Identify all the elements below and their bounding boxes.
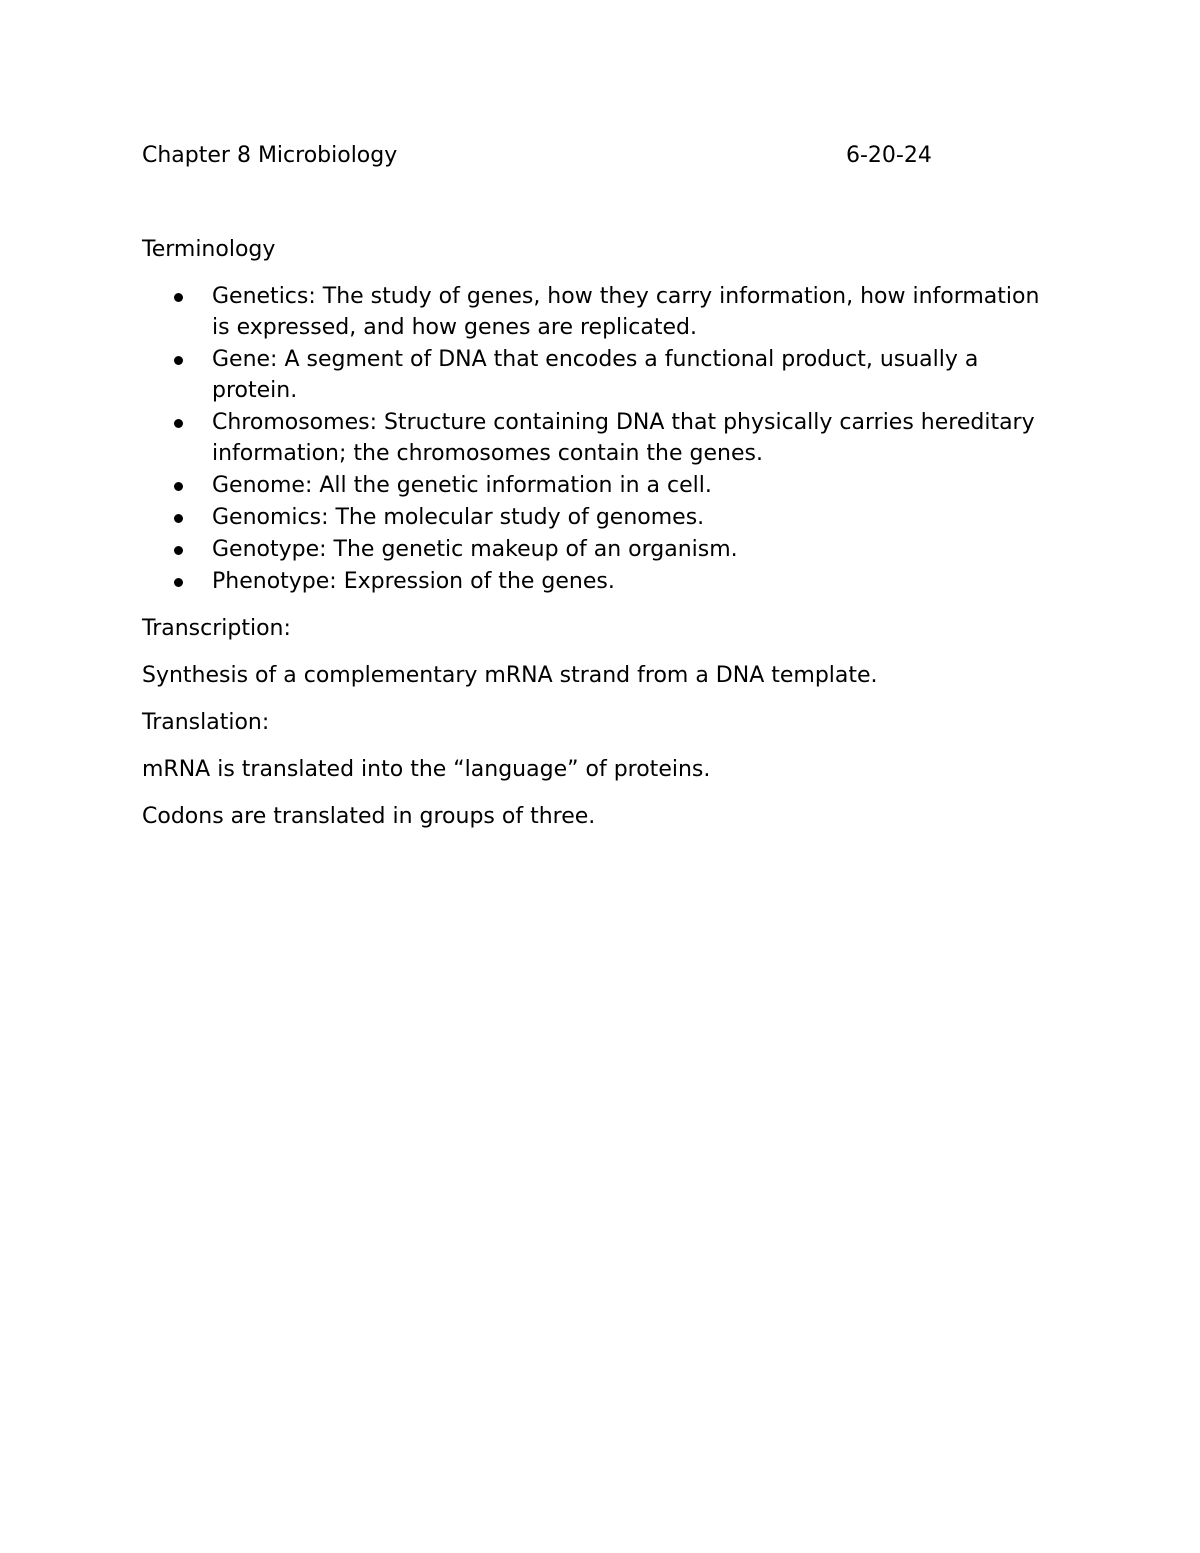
term-text: Genetics: The study of genes, how they carry information, how information is expressed, and how genes are replicated. (212, 284, 1040, 340)
terminology-list (142, 281, 1062, 597)
list-item (142, 502, 1062, 533)
document-date: 6-20-24 (846, 143, 932, 168)
bullet-icon (174, 293, 183, 302)
term-text: Phenotype: Expression of the genes. (212, 569, 615, 594)
translation-body: mRNA is translated into the “language” of proteins. (142, 757, 711, 782)
translation-note: Codons are translated in groups of three. (142, 804, 596, 829)
term-text: Chromosomes: Structure containing DNA that physically carries hereditary information; the chromosomes contain the genes. (212, 410, 1035, 466)
terminology-heading: Terminology (142, 237, 276, 262)
document-body (142, 234, 1062, 848)
list-item (142, 281, 1062, 343)
term-text: Genotype: The genetic makeup of an organism. (212, 537, 738, 562)
term-text: Genome: All the genetic information in a cell. (212, 473, 712, 498)
list-item (142, 344, 1062, 406)
term-text: Gene: A segment of DNA that encodes a functional product, usually a protein. (212, 347, 979, 403)
transcription-heading: Transcription: (142, 616, 291, 641)
transcription-body: Synthesis of a complementary mRNA strand from a DNA template. (142, 663, 878, 688)
list-item (142, 566, 1062, 597)
bullet-icon (174, 419, 183, 428)
translation-heading: Translation: (142, 710, 270, 735)
document-header (142, 140, 942, 171)
term-text: Genomics: The molecular study of genomes. (212, 505, 705, 530)
bullet-icon (174, 356, 183, 365)
list-item (142, 407, 1062, 469)
list-item (142, 534, 1062, 565)
bullet-icon (174, 514, 183, 523)
bullet-icon (174, 482, 183, 491)
list-item (142, 470, 1062, 501)
bullet-icon (174, 546, 183, 555)
document-title: Chapter 8 Microbiology (142, 143, 398, 168)
bullet-icon (174, 578, 183, 587)
